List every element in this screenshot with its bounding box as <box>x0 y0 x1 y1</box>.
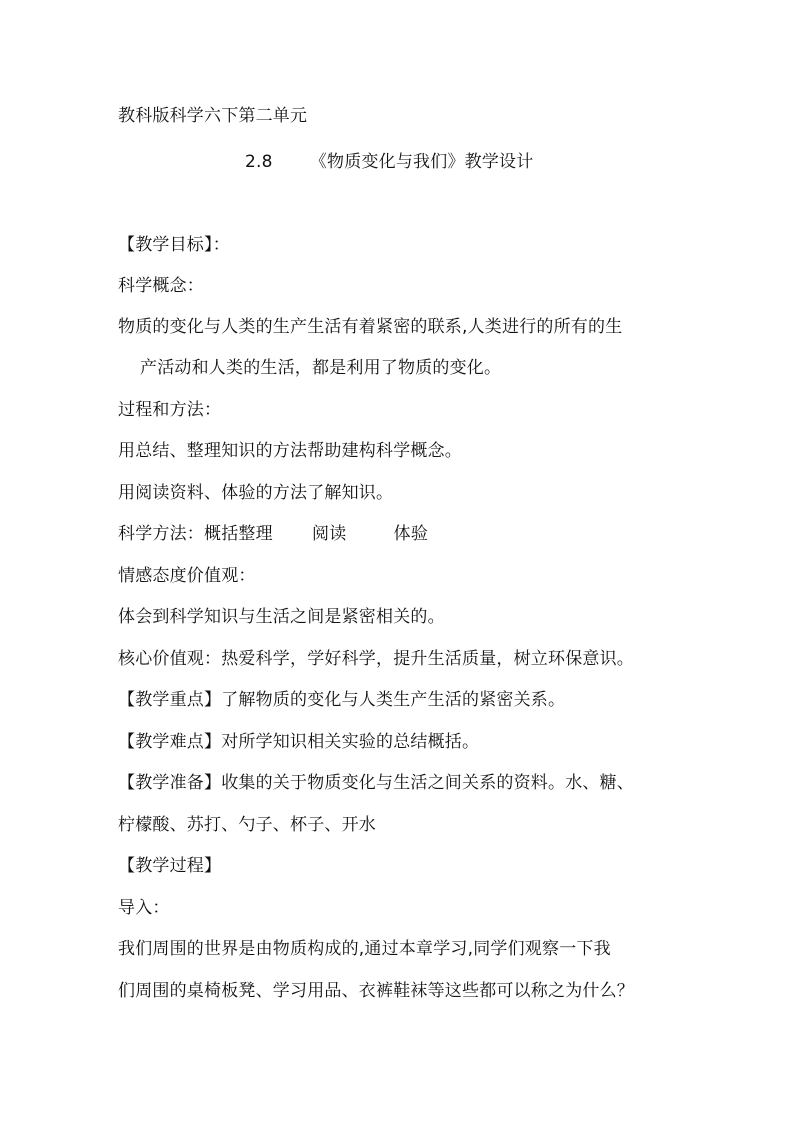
title-number: 2.8 <box>245 152 273 172</box>
methods-item-experience: 体验 <box>393 524 429 544</box>
title-text: 《物质变化与我们》教学设计 <box>309 152 534 172</box>
document-header: 教科版科学六下第二单元 <box>118 106 308 126</box>
science-methods <box>118 522 698 546</box>
intro-heading: 导入： <box>118 898 170 918</box>
preparation-line1: 【教学准备】收集的关于物质变化与生活之间关系的资料。水、糖、 <box>118 773 634 793</box>
concept-paragraph-line2: 产活动和人类的生活，都是利用了物质的变化。 <box>140 358 502 378</box>
methods-item-reading: 阅读 <box>312 524 347 544</box>
process-line2: 用阅读资料、体验的方法了解知识。 <box>118 483 394 503</box>
concept-heading: 科学概念： <box>118 276 204 296</box>
attitude-heading: 情感态度价值观： <box>118 566 256 586</box>
difficult-point: 【教学难点】对所学知识相关实验的总结概括。 <box>118 732 480 752</box>
intro-line1: 我们周围的世界是由物质构成的,通过本章学习,同学们观察一下我 <box>118 939 611 959</box>
preparation-line2: 柠檬酸、苏打、勺子、杯子、开水 <box>118 815 376 835</box>
key-point: 【教学重点】了解物质的变化与人类生产生活的紧密关系。 <box>118 690 566 710</box>
core-values: 核心价值观：热爱科学，学好科学，提升生活质量，树立环保意识。 <box>118 649 634 669</box>
intro-line2: 们周围的桌椅板凳、学习用品、衣裤鞋袜等这些都可以称之为什么？ <box>118 981 634 1001</box>
attitude-line1: 体会到科学知识与生活之间是紧密相关的。 <box>118 607 445 627</box>
document-title <box>245 150 665 174</box>
process-heading: 过程和方法： <box>118 400 222 420</box>
objectives-heading: 【教学目标】： <box>118 235 230 255</box>
process-line1: 用总结、整理知识的方法帮助建构科学概念。 <box>118 441 462 461</box>
teaching-process-heading: 【教学过程】 <box>118 856 222 876</box>
methods-label: 科学方法：概括整理 <box>118 524 273 544</box>
concept-paragraph-line1: 物质的变化与人类的生产生活有着紧密的联系,人类进行的所有的生 <box>118 317 623 337</box>
